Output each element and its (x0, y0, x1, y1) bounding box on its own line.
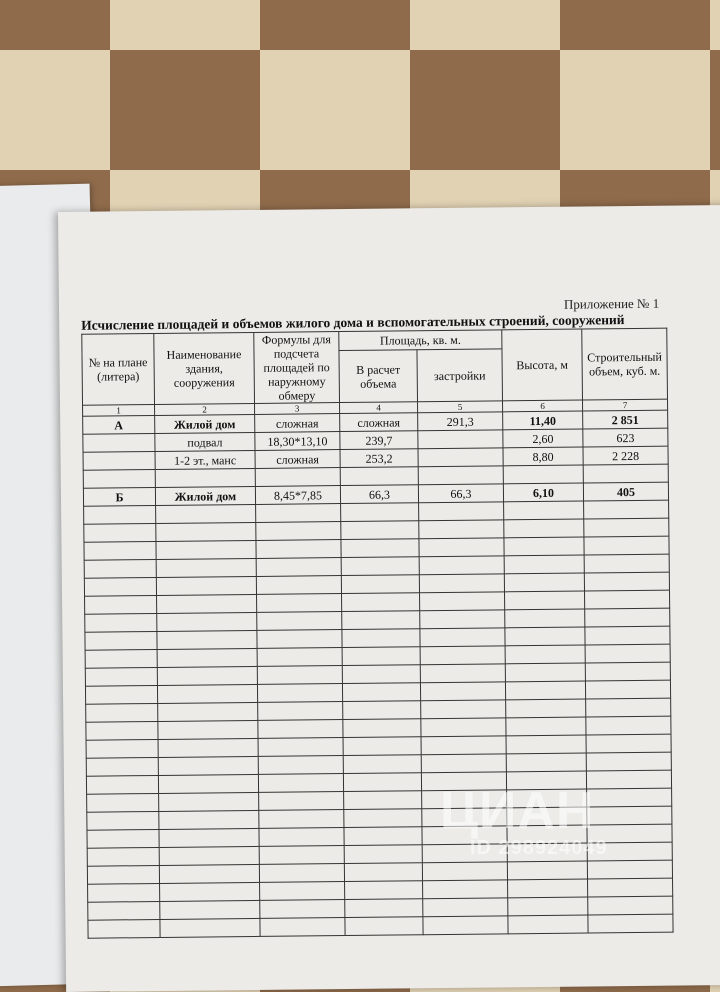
empty-cell (505, 609, 585, 628)
empty-cell (257, 630, 342, 649)
cell-height (503, 465, 583, 484)
empty-cell (260, 918, 345, 937)
header-volume: Строительный объем, куб. м. (582, 328, 668, 400)
empty-cell (258, 738, 343, 757)
empty-cell (586, 716, 671, 735)
empty-cell (256, 540, 341, 559)
empty-cell (159, 792, 259, 811)
empty-cell (156, 504, 256, 523)
cell-formula: 8,45*7,85 (255, 486, 340, 505)
empty-cell (588, 878, 673, 897)
empty-cell (342, 593, 420, 612)
empty-cell (343, 701, 421, 720)
cell-num (83, 451, 155, 470)
empty-cell (157, 666, 257, 685)
empty-cell (584, 554, 669, 573)
empty-cell (85, 667, 157, 686)
cell-volume: 623 (583, 428, 668, 447)
empty-cell (507, 861, 587, 880)
header-area: Площадь, кв. м. (339, 330, 502, 351)
empty-cell (158, 738, 258, 757)
cell-height: 2,60 (503, 429, 583, 448)
cell-area-calc: 66,3 (340, 485, 418, 504)
empty-cell (505, 663, 585, 682)
column-number: 2 (155, 403, 255, 415)
empty-cell (257, 594, 342, 613)
empty-cell (506, 717, 586, 736)
empty-cell (588, 896, 673, 915)
empty-cell (85, 595, 157, 614)
empty-cell (342, 629, 420, 648)
empty-cell (156, 540, 256, 559)
header-height: Высота, м (502, 329, 583, 401)
cell-num: Б (83, 487, 155, 506)
empty-cell (341, 503, 419, 522)
column-number: 6 (503, 400, 583, 412)
empty-cell (419, 556, 504, 575)
empty-cell (423, 898, 508, 917)
empty-cell (345, 881, 423, 900)
empty-cell (84, 523, 156, 542)
empty-cell (584, 518, 669, 537)
document-page (58, 204, 720, 991)
empty-cell (421, 754, 506, 773)
empty-cell (508, 915, 588, 934)
cell-name (155, 468, 255, 487)
empty-cell (87, 829, 159, 848)
empty-cell (421, 736, 506, 755)
empty-cell (258, 702, 343, 721)
empty-cell (259, 864, 344, 883)
column-number: 5 (418, 401, 503, 413)
empty-cell (419, 520, 504, 539)
empty-cell (584, 536, 669, 555)
empty-cell (86, 775, 158, 794)
empty-cell (586, 752, 671, 771)
empty-cell (160, 918, 260, 937)
cell-area-build (418, 466, 503, 485)
empty-cell (157, 630, 257, 649)
empty-cell (259, 810, 344, 829)
cell-name: Жилой дом (155, 486, 255, 505)
empty-cell (344, 791, 422, 810)
empty-cell (86, 703, 158, 722)
empty-cell (87, 847, 159, 866)
empty-cell (159, 846, 259, 865)
empty-cell (423, 880, 508, 899)
empty-cell (504, 537, 584, 556)
empty-cell (85, 685, 157, 704)
empty-cell (85, 649, 157, 668)
empty-cell (420, 664, 505, 683)
empty-cell (584, 572, 669, 591)
empty-cell (257, 648, 342, 667)
empty-cell (86, 739, 158, 758)
column-number: 7 (583, 399, 668, 411)
empty-cell (259, 792, 344, 811)
empty-cell (504, 519, 584, 538)
empty-cell (84, 505, 156, 524)
empty-cell (160, 882, 260, 901)
empty-cell (258, 774, 343, 793)
empty-cell (260, 900, 345, 919)
empty-cell (158, 774, 258, 793)
empty-cell (157, 594, 257, 613)
empty-cell (256, 504, 341, 523)
cell-name: подвал (155, 432, 255, 451)
empty-cell (156, 522, 256, 541)
cell-area-calc: сложная (340, 413, 418, 432)
empty-cell (505, 627, 585, 646)
cian-logo: ЦИАН (440, 782, 595, 840)
empty-cell (423, 916, 508, 935)
cell-num: А (83, 415, 155, 434)
cell-area-calc (340, 467, 418, 486)
cell-formula (255, 468, 340, 487)
cell-area-build: 66,3 (418, 484, 503, 503)
empty-cell (257, 666, 342, 685)
empty-cell (584, 500, 669, 519)
empty-cell (344, 863, 422, 882)
empty-cell (420, 592, 505, 611)
empty-cell (345, 899, 423, 918)
cell-name: 1-2 эт., манс (155, 450, 255, 469)
empty-cell (585, 608, 670, 627)
document-title: Исчисление площадей и объемов жилого дома и вспомогательных строений, сооружений (81, 312, 625, 333)
empty-cell (343, 755, 421, 774)
empty-cell (157, 612, 257, 631)
empty-cell (585, 590, 670, 609)
empty-cell (86, 721, 158, 740)
empty-cell (588, 914, 673, 933)
empty-cell (342, 665, 420, 684)
column-number: 1 (83, 404, 155, 416)
cell-area-build (418, 448, 503, 467)
empty-cell (160, 900, 260, 919)
empty-cell (341, 575, 419, 594)
empty-cell (257, 612, 342, 631)
empty-cell (504, 555, 584, 574)
empty-cell (86, 757, 158, 776)
empty-cell (505, 645, 585, 664)
empty-cell (87, 793, 159, 812)
empty-cell (344, 845, 422, 864)
empty-cell (504, 501, 584, 520)
cell-area-build (418, 430, 503, 449)
header-area-build: застройки (417, 349, 503, 401)
cell-height: 6,10 (503, 483, 583, 502)
column-number: 3 (255, 403, 340, 415)
empty-cell (586, 734, 671, 753)
empty-cell (585, 644, 670, 663)
empty-cell (421, 718, 506, 737)
empty-cell (258, 756, 343, 775)
cell-area-calc: 239,7 (340, 431, 418, 450)
empty-cell (506, 735, 586, 754)
cell-volume: 2 851 (583, 410, 668, 429)
empty-cell (158, 702, 258, 721)
cian-watermark (440, 782, 608, 860)
empty-cell (343, 737, 421, 756)
cell-num (83, 433, 155, 452)
empty-cell (419, 538, 504, 557)
listing-id: ID 298924049 (470, 837, 608, 859)
empty-cell (257, 684, 342, 703)
empty-cell (342, 647, 420, 666)
empty-cell (156, 576, 256, 595)
cell-height: 11,40 (503, 411, 583, 430)
empty-cell (158, 756, 258, 775)
cell-formula: сложная (255, 450, 340, 469)
empty-cell (341, 539, 419, 558)
empty-cell (505, 681, 585, 700)
cell-formula: сложная (255, 414, 340, 433)
empty-cell (259, 828, 344, 847)
empty-cell (157, 648, 257, 667)
header-area-calc: В расчет объема (339, 350, 418, 402)
empty-cell (159, 828, 259, 847)
column-number: 4 (340, 402, 418, 414)
empty-cell (419, 502, 504, 521)
empty-cell (585, 680, 670, 699)
empty-cell (506, 699, 586, 718)
cell-name: Жилой дом (155, 414, 255, 433)
empty-cell (421, 700, 506, 719)
cell-area-calc: 253,2 (340, 449, 418, 468)
empty-cell (87, 865, 159, 884)
empty-cell (344, 809, 422, 828)
empty-cell (508, 897, 588, 916)
empty-cell (345, 917, 423, 936)
empty-cell (341, 521, 419, 540)
empty-cell (342, 611, 420, 630)
empty-cell (506, 753, 586, 772)
empty-cell (585, 626, 670, 645)
empty-cell (420, 682, 505, 701)
empty-cell (159, 864, 259, 883)
empty-cell (422, 862, 507, 881)
cell-num (83, 469, 155, 488)
empty-cell (585, 662, 670, 681)
cell-area-build: 291,3 (418, 412, 503, 431)
empty-cell (256, 576, 341, 595)
cell-volume: 2 228 (583, 446, 668, 465)
empty-cell (258, 720, 343, 739)
empty-cell (84, 559, 156, 578)
empty-cell (420, 628, 505, 647)
empty-cell (88, 883, 160, 902)
empty-cell (587, 860, 672, 879)
empty-cell (159, 810, 259, 829)
empty-cell (505, 591, 585, 610)
empty-cell (85, 631, 157, 650)
empty-cell (419, 574, 504, 593)
empty-cell (586, 698, 671, 717)
cell-height: 8,80 (503, 447, 583, 466)
empty-cell (87, 811, 159, 830)
cell-volume (583, 464, 668, 483)
cell-formula: 18,30*13,10 (255, 432, 340, 451)
empty-cell (84, 577, 156, 596)
empty-cell (420, 646, 505, 665)
empty-cell (504, 573, 584, 592)
empty-cell (158, 720, 258, 739)
empty-cell (344, 827, 422, 846)
empty-cell (156, 558, 256, 577)
empty-cell (343, 773, 421, 792)
empty-cell (88, 919, 160, 938)
empty-cell (85, 613, 157, 632)
empty-cell (84, 541, 156, 560)
empty-cell (157, 684, 257, 703)
empty-cell (508, 879, 588, 898)
cell-volume: 405 (583, 482, 668, 501)
empty-cell (88, 901, 160, 920)
header-num: № на плане (литера) (82, 334, 155, 406)
empty-cell (341, 557, 419, 576)
empty-cell (343, 719, 421, 738)
empty-cell (420, 610, 505, 629)
empty-cell (260, 882, 345, 901)
empty-cell (259, 846, 344, 865)
header-name: Наименование здания, сооружения (154, 332, 255, 404)
empty-cell (256, 522, 341, 541)
header-formula: Формулы для подсчета площадей по наружному обмеру (254, 332, 340, 404)
empty-cell (256, 558, 341, 577)
appendix-label: Приложение № 1 (563, 295, 660, 312)
empty-cell (342, 683, 420, 702)
